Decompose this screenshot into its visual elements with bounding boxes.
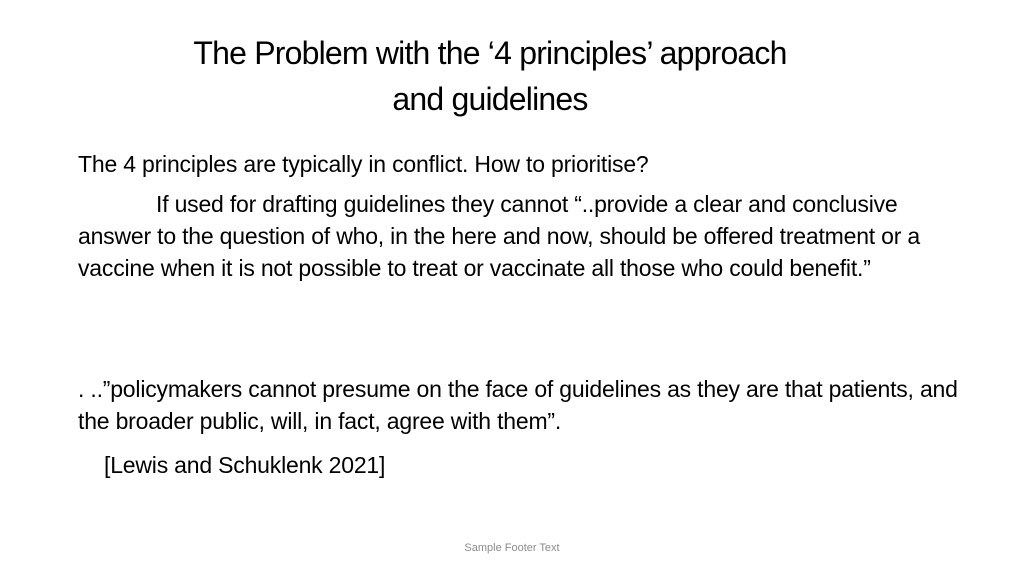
slide-footer: Sample Footer Text: [464, 542, 560, 554]
slide-title-line-2: and guidelines: [392, 81, 588, 117]
citation: [Lewis and Schuklenk 2021]: [104, 452, 386, 478]
body-paragraph-policymakers: . ..”policymakers cannot presume on the face of guidelines as they are that patients, and the broader public, will, in fact, agree with them”.: [78, 376, 958, 434]
slide-body: [78, 148, 958, 478]
slide-title-line-1: The Problem with the ‘4 principles’ approach: [193, 35, 787, 71]
body-paragraph-quote: If used for drafting guidelines they cannot “..provide a clear and conclusive answer to the question of who, in the here and now, should be offered treatment or a vaccine when it is not possible to treat or vaccinate all those who could benefit.”: [78, 191, 921, 281]
body-paragraph-intro: The 4 principles are typically in conflict. How to prioritise?: [78, 151, 649, 177]
slide-title: [80, 30, 900, 122]
